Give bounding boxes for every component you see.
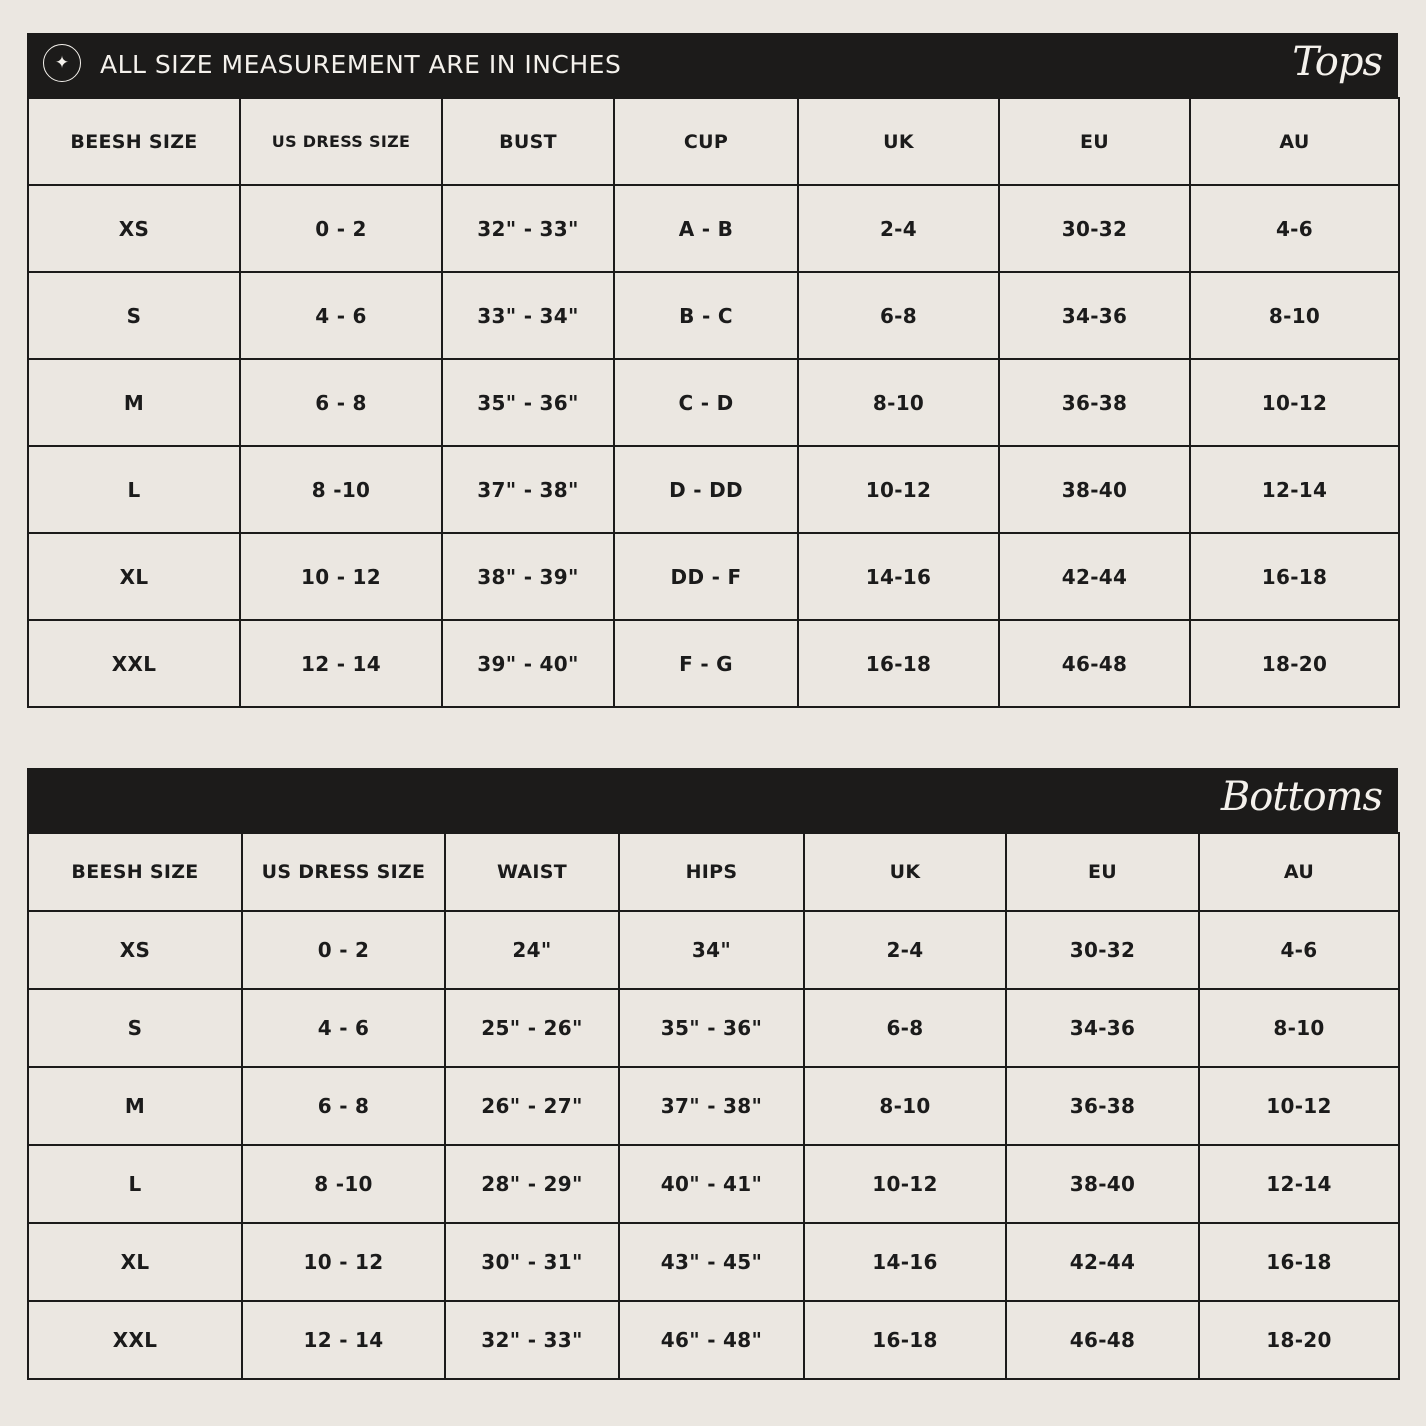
table-row [28, 272, 1399, 359]
table-cell: 8-10 [798, 359, 999, 446]
table-row [28, 446, 1399, 533]
column-header: WAIST [445, 833, 619, 911]
table-cell: 18-20 [1199, 1301, 1399, 1379]
bottoms-header-bar [27, 768, 1398, 832]
table-cell: 8 -10 [240, 446, 442, 533]
table-cell: 16-18 [1199, 1223, 1399, 1301]
table-cell: 10-12 [1199, 1067, 1399, 1145]
table-cell: 2-4 [798, 185, 999, 272]
table-cell: 36-38 [1006, 1067, 1199, 1145]
table-cell: 8 -10 [242, 1145, 445, 1223]
column-header: UK [804, 833, 1006, 911]
table-cell: 38-40 [1006, 1145, 1199, 1223]
table-cell: 35" - 36" [619, 989, 804, 1067]
tops-header-bar [27, 33, 1398, 97]
table-cell: 30-32 [999, 185, 1190, 272]
table-cell: 26" - 27" [445, 1067, 619, 1145]
table-cell: 10-12 [804, 1145, 1006, 1223]
table-cell: 0 - 2 [240, 185, 442, 272]
table-cell: 6-8 [804, 989, 1006, 1067]
table-row [28, 620, 1399, 707]
table-cell: 42-44 [999, 533, 1190, 620]
table-cell: 42-44 [1006, 1223, 1199, 1301]
table-cell: 32" - 33" [442, 185, 614, 272]
column-header: BUST [442, 98, 614, 185]
column-header: AU [1199, 833, 1399, 911]
table-cell: XL [28, 1223, 242, 1301]
table-cell: 16-18 [1190, 533, 1399, 620]
table-cell: XS [28, 185, 240, 272]
table-cell: 46-48 [999, 620, 1190, 707]
table-row [28, 185, 1399, 272]
tops-title: Tops [1292, 39, 1382, 85]
table-cell: DD - F [614, 533, 798, 620]
table-cell: S [28, 272, 240, 359]
table-cell: 10 - 12 [240, 533, 442, 620]
table-cell: B - C [614, 272, 798, 359]
table-cell: 39" - 40" [442, 620, 614, 707]
tops-header-row [28, 98, 1399, 185]
column-header: US DRESS SIZE [242, 833, 445, 911]
table-cell: 4 - 6 [240, 272, 442, 359]
column-header: AU [1190, 98, 1399, 185]
tops-table [27, 97, 1400, 708]
table-cell: 30-32 [1006, 911, 1199, 989]
table-cell: 35" - 36" [442, 359, 614, 446]
table-cell: 8-10 [804, 1067, 1006, 1145]
table-cell: 4 - 6 [242, 989, 445, 1067]
table-cell: 30" - 31" [445, 1223, 619, 1301]
table-cell: 37" - 38" [619, 1067, 804, 1145]
table-cell: 14-16 [798, 533, 999, 620]
table-cell: 10 - 12 [242, 1223, 445, 1301]
table-cell: XS [28, 911, 242, 989]
tops-size-chart [27, 33, 1398, 708]
table-cell: 14-16 [804, 1223, 1006, 1301]
table-row [28, 1145, 1399, 1223]
table-cell: 12 - 14 [240, 620, 442, 707]
table-cell: 12-14 [1190, 446, 1399, 533]
table-cell: 6-8 [798, 272, 999, 359]
table-cell: XXL [28, 1301, 242, 1379]
column-header: CUP [614, 98, 798, 185]
table-cell: 34" [619, 911, 804, 989]
table-cell: 37" - 38" [442, 446, 614, 533]
bottoms-header-row [28, 833, 1399, 911]
table-cell: M [28, 1067, 242, 1145]
table-cell: 16-18 [804, 1301, 1006, 1379]
table-cell: 6 - 8 [242, 1067, 445, 1145]
table-row [28, 989, 1399, 1067]
table-cell: 2-4 [804, 911, 1006, 989]
table-row [28, 1223, 1399, 1301]
sparkle-icon: ✦ [43, 44, 81, 82]
table-row [28, 533, 1399, 620]
column-header: HIPS [619, 833, 804, 911]
table-row [28, 911, 1399, 989]
column-header: EU [1006, 833, 1199, 911]
table-cell: 16-18 [798, 620, 999, 707]
table-cell: L [28, 1145, 242, 1223]
measurement-note: ALL SIZE MEASUREMENT ARE IN INCHES [100, 50, 622, 79]
column-header: US DRESS SIZE [240, 98, 442, 185]
table-cell: 18-20 [1190, 620, 1399, 707]
table-cell: XL [28, 533, 240, 620]
bottoms-title: Bottoms [1220, 774, 1382, 820]
column-header: BEESH SIZE [28, 98, 240, 185]
table-cell: 4-6 [1190, 185, 1399, 272]
column-header: UK [798, 98, 999, 185]
table-cell: 43" - 45" [619, 1223, 804, 1301]
table-cell: 10-12 [1190, 359, 1399, 446]
table-cell: 34-36 [999, 272, 1190, 359]
table-cell: 46-48 [1006, 1301, 1199, 1379]
table-cell: 32" - 33" [445, 1301, 619, 1379]
table-cell: 8-10 [1190, 272, 1399, 359]
column-header: BEESH SIZE [28, 833, 242, 911]
table-cell: 25" - 26" [445, 989, 619, 1067]
table-cell: A - B [614, 185, 798, 272]
table-cell: 36-38 [999, 359, 1190, 446]
table-cell: 12-14 [1199, 1145, 1399, 1223]
table-cell: 38" - 39" [442, 533, 614, 620]
table-row [28, 1067, 1399, 1145]
table-cell: 10-12 [798, 446, 999, 533]
table-cell: 6 - 8 [240, 359, 442, 446]
bottoms-table [27, 832, 1400, 1380]
table-cell: D - DD [614, 446, 798, 533]
table-cell: C - D [614, 359, 798, 446]
table-cell: 34-36 [1006, 989, 1199, 1067]
table-cell: XXL [28, 620, 240, 707]
table-cell: 38-40 [999, 446, 1190, 533]
column-header: EU [999, 98, 1190, 185]
table-cell: 40" - 41" [619, 1145, 804, 1223]
table-cell: 46" - 48" [619, 1301, 804, 1379]
table-cell: M [28, 359, 240, 446]
table-row [28, 1301, 1399, 1379]
table-cell: 24" [445, 911, 619, 989]
table-cell: S [28, 989, 242, 1067]
table-cell: 0 - 2 [242, 911, 445, 989]
bottoms-size-chart [27, 768, 1398, 1380]
table-cell: 33" - 34" [442, 272, 614, 359]
table-cell: 8-10 [1199, 989, 1399, 1067]
table-cell: 28" - 29" [445, 1145, 619, 1223]
table-cell: F - G [614, 620, 798, 707]
table-row [28, 359, 1399, 446]
table-cell: 12 - 14 [242, 1301, 445, 1379]
table-cell: L [28, 446, 240, 533]
table-cell: 4-6 [1199, 911, 1399, 989]
